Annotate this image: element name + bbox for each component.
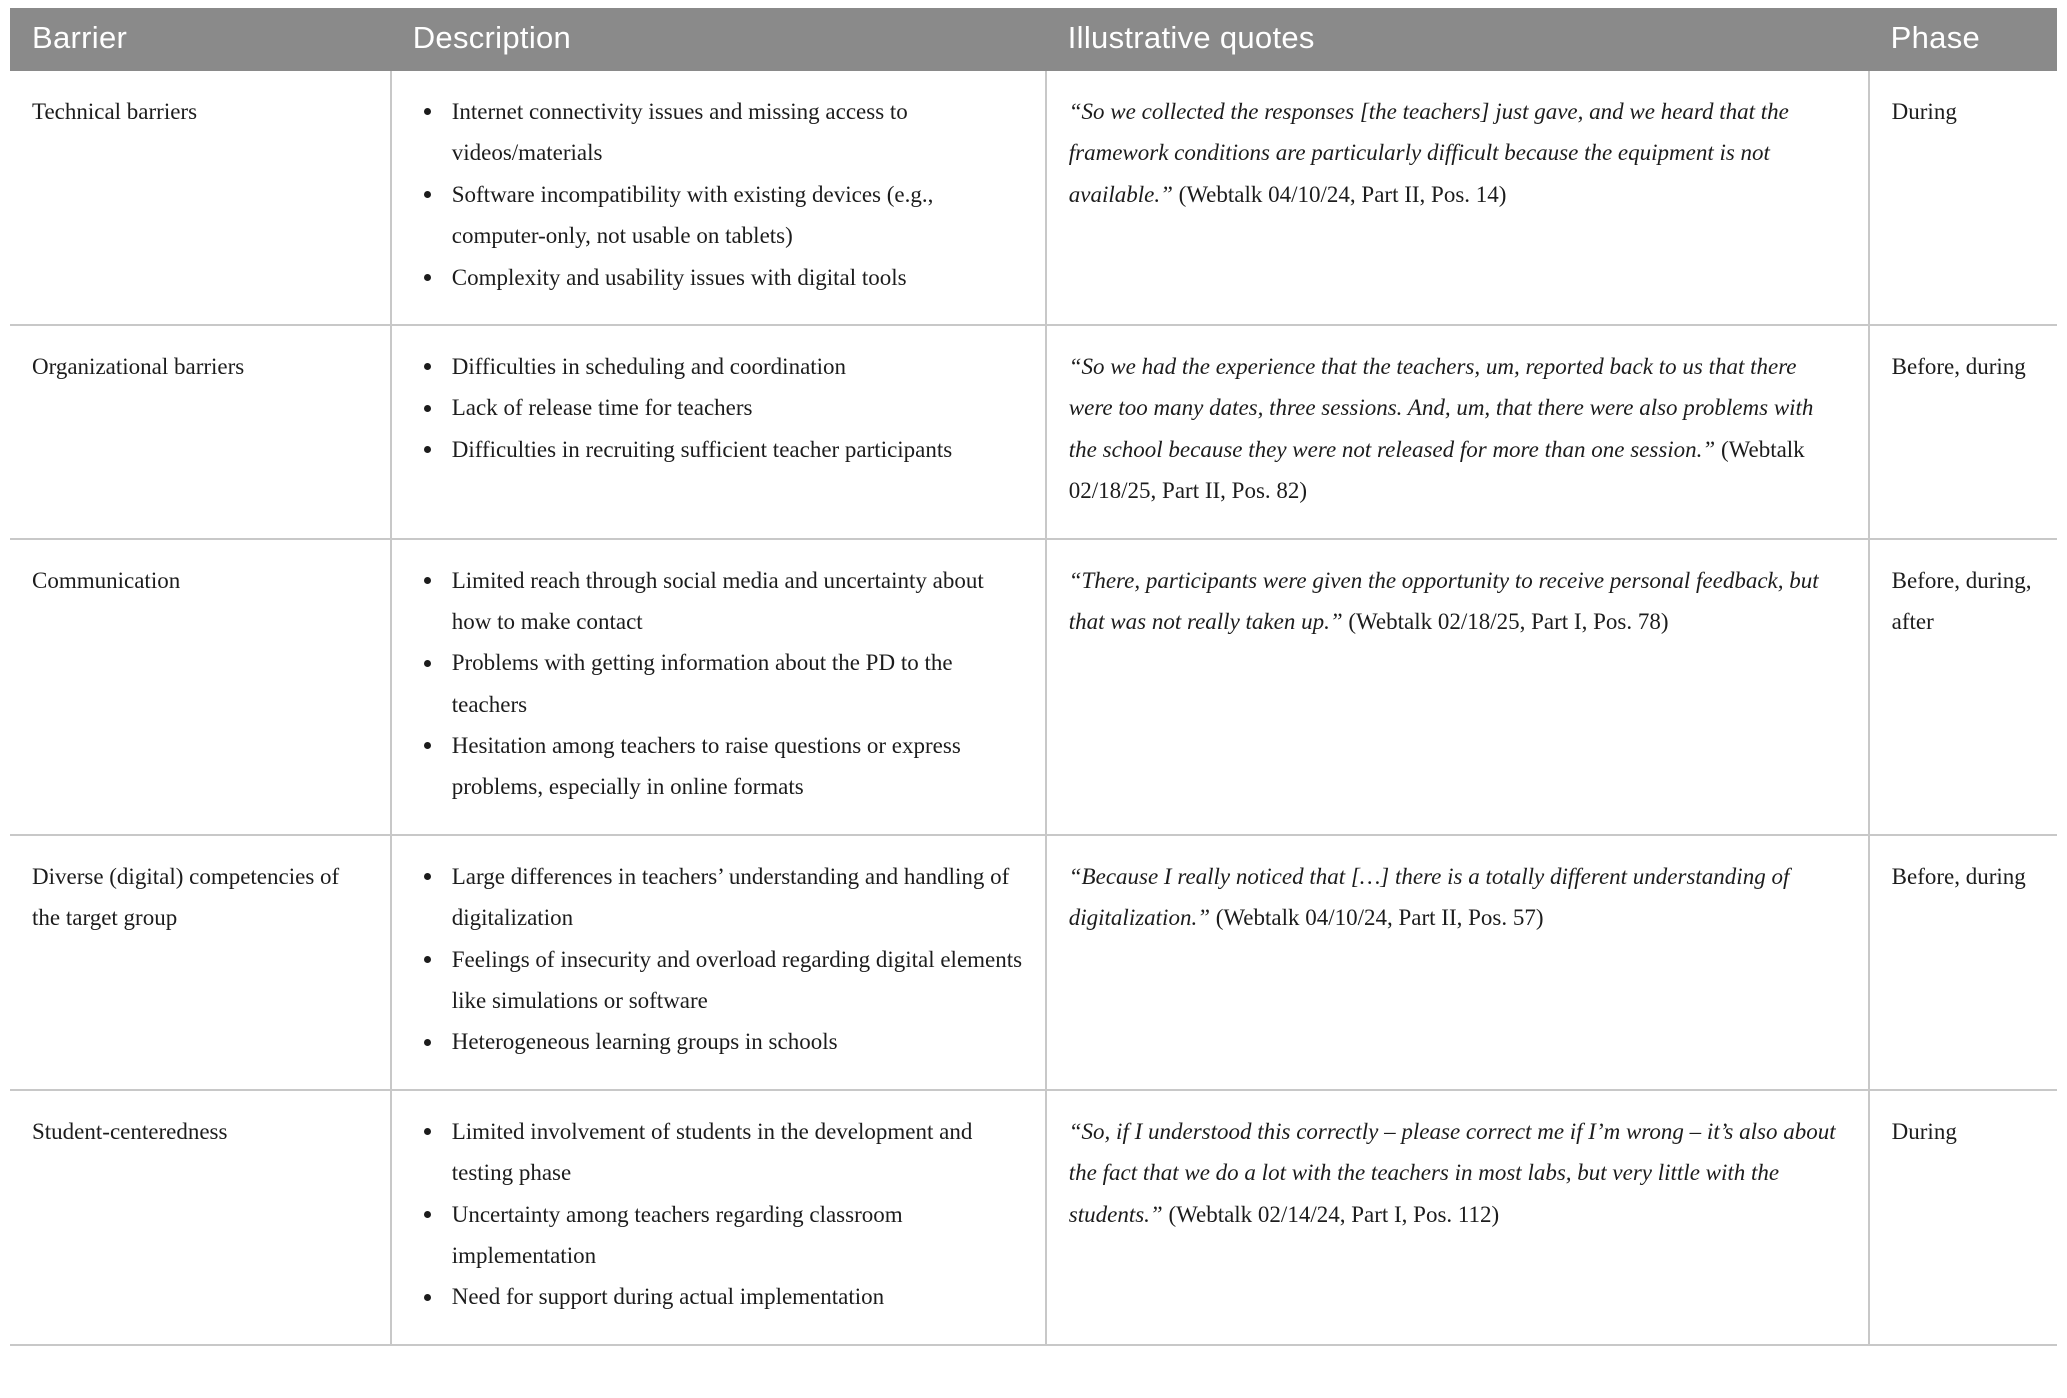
description-item: Limited reach through social media and uncertainty about how to make contact [414,560,1023,643]
description-item: Difficulties in scheduling and coordination [414,346,1023,387]
barrier-label: Organizational barriers [32,353,245,379]
description-cell [391,71,1046,325]
description-list [414,91,1023,298]
quote-cell [1046,539,1869,835]
barrier-label: Diverse (digital) competencies of the target group [32,863,340,931]
column-header-phase: Phase [1869,8,2057,71]
description-item: Feelings of insecurity and overload regarding digital elements like simulations or software [414,939,1023,1022]
quote-cell [1046,71,1869,325]
description-item: Internet connectivity issues and missing access to videos/materials [414,91,1023,174]
quote-cell [1046,325,1869,539]
quote-citation: (Webtalk 04/10/24, Part II, Pos. 57) [1215,905,1544,931]
description-item: Limited involvement of students in the development and testing phase [414,1111,1023,1194]
description-item: Software incompatibility with existing devices (e.g., computer-only, not usable on tablets) [414,174,1023,257]
description-item: Uncertainty among teachers regarding classroom implementation [414,1194,1023,1277]
phase-cell [1869,1090,2057,1345]
quote-cell [1046,1090,1869,1345]
column-header-barrier: Barrier [10,8,391,71]
description-item: Heterogeneous learning groups in schools [414,1021,1023,1062]
column-header-description: Description [391,8,1046,71]
quote-text: “So we collected the responses [the teachers] just gave, and we heard that the framework conditions are particularly difficult because the equipment is not available.” [1068,99,1789,207]
barrier-cell [10,71,391,325]
description-list [414,1111,1023,1318]
phase-cell [1869,71,2057,325]
phase-label: During [1891,99,1957,124]
description-item: Problems with getting information about the PD to the teachers [414,642,1023,725]
description-item: Lack of release time for teachers [414,387,1023,428]
quote-citation: (Webtalk 02/18/25, Part II, Pos. 82) [1068,436,1805,504]
quote-citation: (Webtalk 02/18/25, Part I, Pos. 78) [1348,608,1669,634]
barrier-label: Technical barriers [32,99,198,124]
quote-citation: (Webtalk 02/14/24, Part I, Pos. 112) [1168,1201,1500,1227]
quote-citation: (Webtalk 04/10/24, Part II, Pos. 14) [1178,181,1507,207]
barrier-label: Student-centeredness [32,1118,228,1144]
phase-label: During [1891,1118,1957,1144]
description-list [414,856,1023,1063]
phase-label: Before, during, after [1891,567,2032,634]
quote-text: “Because I really noticed that […] there is a totally different understanding of digitalization.” [1068,863,1790,931]
description-cell [391,539,1046,835]
table-row [10,835,2057,1090]
description-cell [391,1090,1046,1345]
quote-cell [1046,835,1869,1090]
description-item: Difficulties in recruiting sufficient teacher participants [414,429,1023,470]
barrier-cell [10,1090,391,1345]
barriers-table [10,8,2057,1346]
phase-cell [1869,835,2057,1090]
description-list [414,560,1023,808]
barrier-label: Communication [32,567,181,593]
description-cell [391,835,1046,1090]
description-list [414,346,1023,470]
table-row [10,325,2057,539]
phase-label: Before, during [1891,353,2026,379]
description-cell [391,325,1046,539]
description-item: Hesitation among teachers to raise questions or express problems, especially in online formats [414,725,1023,808]
barrier-cell [10,539,391,835]
quote-text: “So we had the experience that the teachers, um, reported back to us that there were too many dates, three sessions. And, um, that there were also problems with the school because they were not released for more than one session.” [1068,353,1814,462]
table-row [10,71,2057,325]
column-header-quotes: Illustrative quotes [1046,8,1869,71]
phase-cell [1869,325,2057,539]
barrier-cell [10,325,391,539]
description-item: Complexity and usability issues with digital tools [414,257,1023,298]
barrier-cell [10,835,391,1090]
table-row [10,539,2057,835]
phase-label: Before, during [1891,863,2026,889]
quote-text: “So, if I understood this correctly – please correct me if I’m wrong – it’s also about the fact that we do a lot with the teachers in most labs, but very little with the students.” [1068,1118,1836,1227]
table-row [10,1090,2057,1345]
quote-text: “There, participants were given the opportunity to receive personal feedback, but that was not really taken up.” [1068,567,1819,634]
description-item: Need for support during actual implementation [414,1276,1023,1317]
phase-cell [1869,539,2057,835]
description-item: Large differences in teachers’ understanding and handling of digitalization [414,856,1023,939]
table-header-row [10,8,2057,71]
